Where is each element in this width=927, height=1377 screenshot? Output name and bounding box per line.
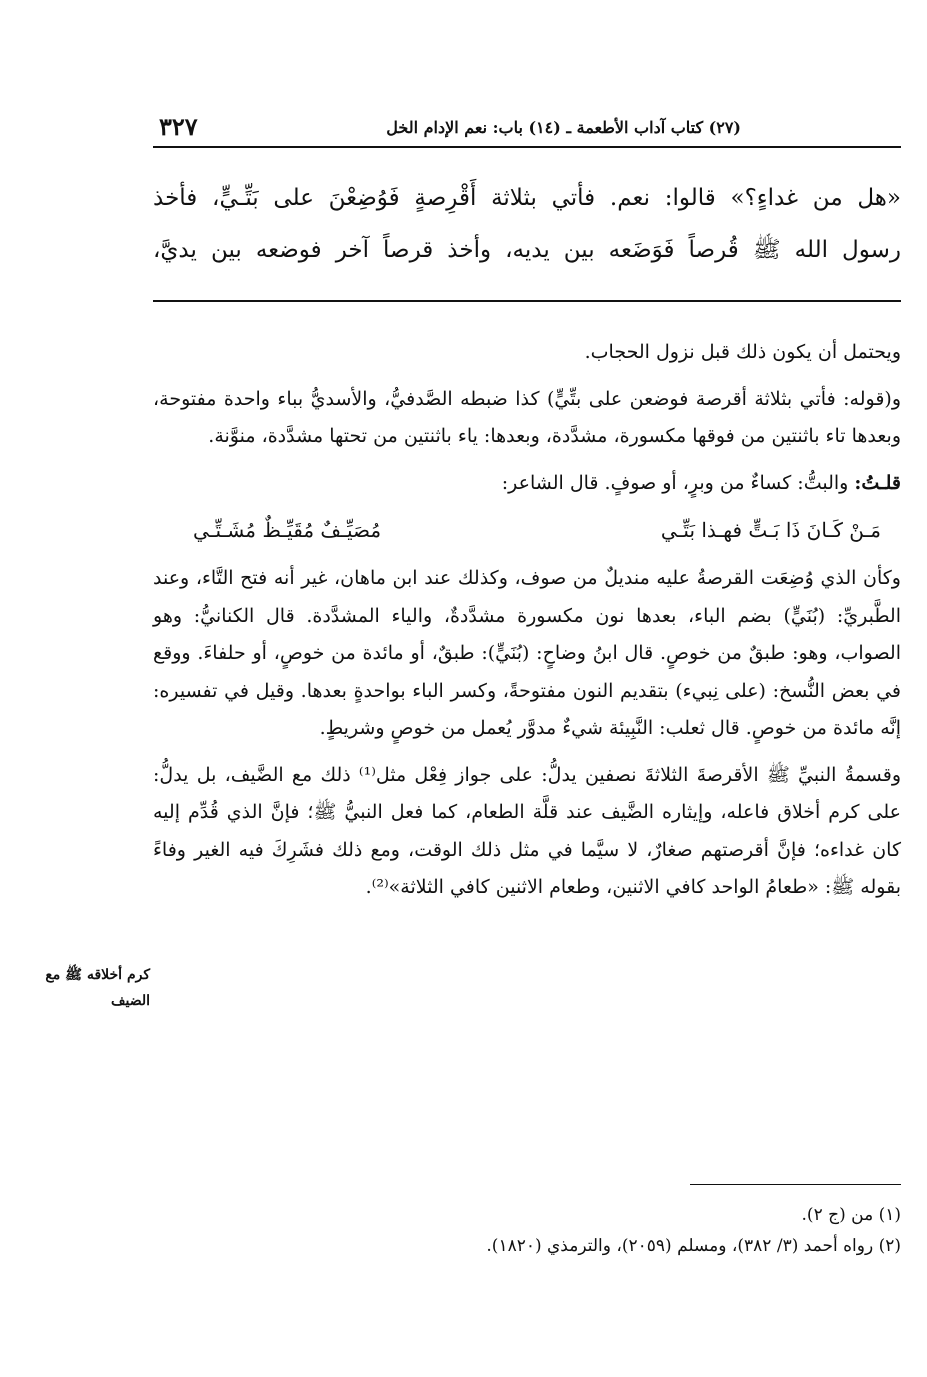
paragraph: وقسمةُ النبيِّ ﷺ الأقرصةَ الثلاثةَ نصفين يدلُّ: على جواز فِعْل مثل⁽¹⁾ ذلك مع الضَّيف، بل يدلُّ: على كرم أخلاق فاعله، وإيثاره الضَّيف عند قلَّة الطعام، كما فعل النبيُّ ﷺ؛ فإنَّ الذي قُدِّم إليه كان غداءه؛ فإنَّ أقرصتهم صغارٌ، لا سيَّما في مثل ذلك الوقت، ومع ذلك فشَرِكَ فيه الغير وفاءً بقوله ﷺ: «طعامُ الواحد كافي الاثنين، وطعام الاثنين كافي الثلاثة»⁽²⁾. — [153, 763, 901, 898]
page-number: ٣٢٧ — [159, 112, 198, 141]
poem-first-hemistich: مَـنْ كَـانَ ذَا بَـتٍّ فهـذا بَتِّـي — [660, 518, 881, 542]
hadith-separator — [153, 300, 901, 302]
qultu-label: قلـتُ: — [854, 471, 901, 494]
page-header — [153, 108, 901, 148]
margin-note: كرم أخلاقه ﷺ مع الضيف — [45, 967, 150, 1009]
footnote: (٢) رواه أحمد (٣/ ٣٨٢)، ومسلم (٢٠٥٩)، والترمذي (١٨٢٠). — [486, 1236, 901, 1256]
paragraph-text: والبتُّ: كساءٌ من وبرٍ، أو صوفٍ. قال الشاعر: — [501, 471, 855, 494]
footnote-separator — [690, 1184, 901, 1185]
hadith-line: «هل من غداءٍ؟» قالوا: نعم. فأتي بثلاثة أَقْرِصةٍ فَوُضِعْنَ على بَتِّـيٍّ، فأخذ — [153, 185, 901, 211]
hadith-line: رسول الله ﷺ قُرصاً فَوَضَعه بين يديه، وأخذ قرصاً آخر فوضعه بين يديَّ، — [153, 237, 901, 263]
hadith-text — [153, 172, 901, 276]
paragraph: وكأن الذي وُضِعَت القرصةُ عليه منديلٌ من صوف، وكذلك عند ابن ماهان، غير أنه فتح التَّاء، وعند الطَّبريِّ: (بُنَيٍّ) بضم الباء، بعدها نون مكسورة مشدَّدةٌ، والياء المشدَّدة. قال الكنانيُّ: وهو الصواب، وهو: طبقٌ من خوصٍ. قال ابنُ وضاحٍ: (بُنَيٍّ): طبقٌ، أو مائدة من خوصٍ، أو حلفاءَ. ووقع في بعض النُّسخ: (على نِبيء) بتقديم النون مفتوحةً، وكسر الباء بواحدةٍ بعدها. وقيل في تفسيره: إنَّه مائدة من خوصٍ. قال ثعلب: النَّبِيئة شيءٌ مدوَّر يُعمل من خوصٍ وشريطٍ. — [153, 567, 901, 739]
poem-verse — [153, 502, 901, 558]
footnotes — [153, 1200, 901, 1262]
commentary — [153, 334, 901, 916]
footnote: (١) من (ج ٢). — [801, 1205, 901, 1225]
paragraph: و(قوله: فأتي بثلاثة أقرصة فوضعن على بتِّيٍّ) كذا ضبطه الصَّدفيُّ، والأسديُّ بباء واحدة مفتوحة، وبعدها تاء باثنتين من فوقها مكسورة، مشدَّدة، وبعدها: ياء باثنتين من تحتها مشدَّدة، منوَّنة. — [153, 387, 901, 447]
paragraph: ويحتمل أن يكون ذلك قبل نزول الحجاب. — [584, 341, 901, 363]
poem-second-hemistich: مُصَيِّـفٌ مُقَيِّـظٌ مُشَـتِّـي — [193, 518, 382, 542]
running-title: (٢٧) كتاب آداب الأطعمة ـ (١٤) باب: نعم الإدام الخل — [386, 118, 741, 137]
paragraph — [153, 465, 901, 503]
